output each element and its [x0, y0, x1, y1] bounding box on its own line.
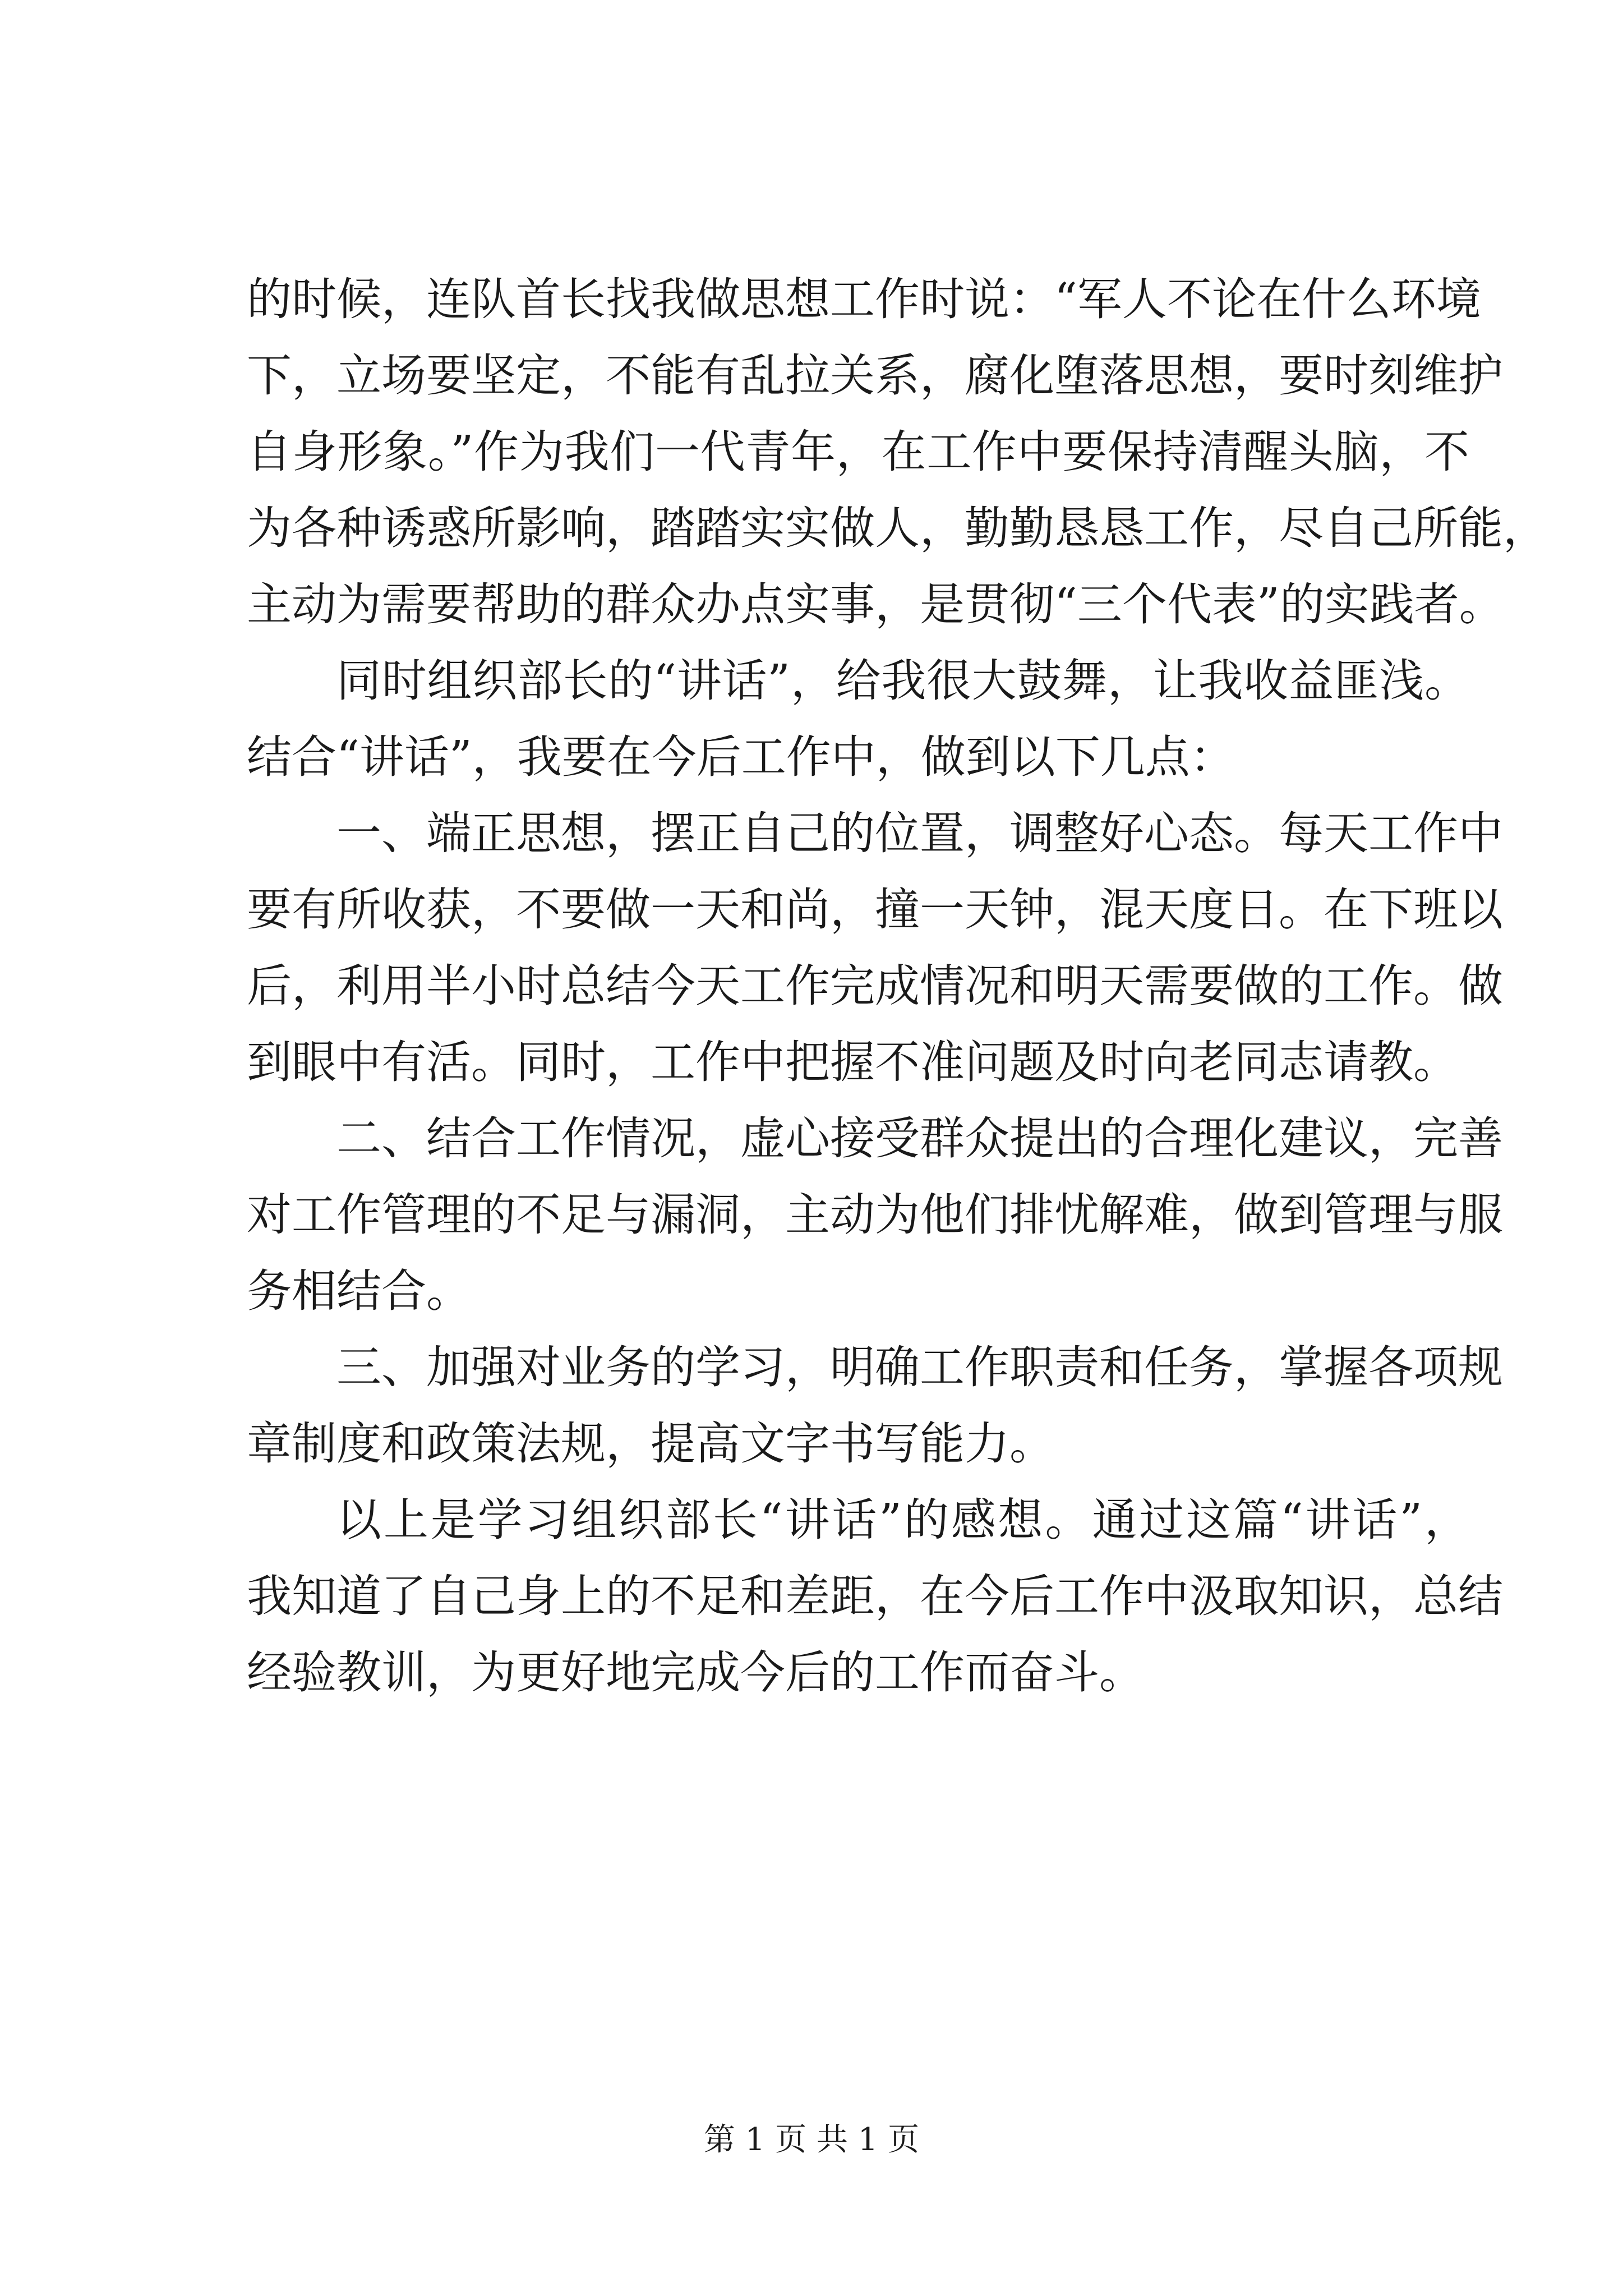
text-line: 的时候，连队首长找我做思想工作时说：“军人不论在什么环境 [247, 273, 1481, 325]
text-line: 自身形象。”作为我们一代青年，在工作中要保持清醒头脑，不 [247, 426, 1469, 478]
text-line: 下，立场要坚定，不能有乱拉关系，腐化堕落思想，要时刻维护 [247, 349, 1503, 402]
text-line: 三、加强对业务的学习，明确工作职责和任务，掌握各项规 [336, 1341, 1503, 1393]
text-line: 同时组织部长的“讲话”，给我很大鼓舞，让我收益匪浅。 [336, 655, 1469, 707]
text-line: 到眼中有活。同时，工作中把握不准问题及时向老同志请教。 [247, 1036, 1458, 1088]
text-line: 二、结合工作情况，虚心接受群众提出的合理化建议，完善 [336, 1112, 1503, 1165]
page-footer: 第 1 页 共 1 页 [703, 2122, 920, 2158]
text-line: 要有所收获，不要做一天和尚，撞一天钟，混天度日。在下班以 [247, 884, 1503, 936]
text-line: 经验教训，为更好地完成今后的工作而奋斗。 [247, 1646, 1144, 1699]
text-line: 务相结合。 [247, 1265, 471, 1317]
text-line: 章制度和政策法规，提高文字书写能力。 [247, 1418, 1054, 1470]
text-line: 以上是学习组织部长“讲话”的感想。通过这篇“讲话”， [336, 1494, 1469, 1546]
text-line: 对工作管理的不足与漏洞，主动为他们排忧解难，做到管理与服 [247, 1189, 1503, 1241]
text-line: 结合“讲话”，我要在今后工作中，做到以下几点： [247, 731, 1235, 783]
text-line: 后，利用半小时总结今天工作完成情况和明天需要做的工作。做 [247, 960, 1503, 1012]
text-line: 一、端正思想，摆正自己的位置，调整好心态。每天工作中 [336, 807, 1503, 859]
document-body [247, 261, 1548, 1711]
text-line: 主动为需要帮助的群众办点实事，是贯彻“三个代表”的实践者。 [247, 578, 1504, 631]
text-line: 为各种诱惑所影响，踏踏实实做人，勤勤恳恳工作，尽自己所能， [247, 502, 1548, 554]
text-line: 我知道了自己身上的不足和差距，在今后工作中汲取知识，总结 [247, 1570, 1503, 1622]
